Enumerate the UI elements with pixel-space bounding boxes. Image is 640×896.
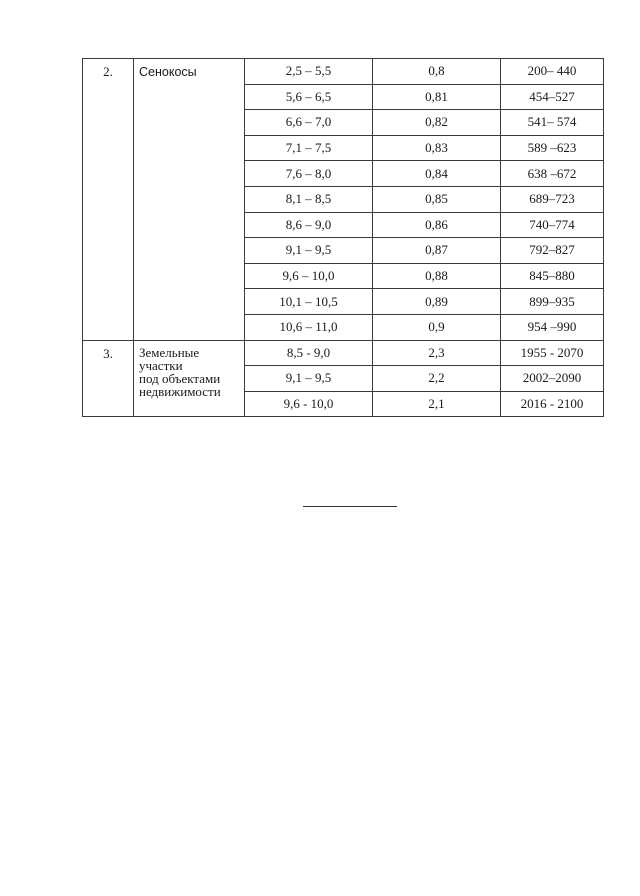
score-range-cell: 7,6 – 8,0	[245, 161, 373, 187]
coefficient-cell: 0,88	[373, 263, 501, 289]
coefficient-cell: 2,1	[373, 391, 501, 417]
coefficient-cell: 0,87	[373, 238, 501, 264]
score-range-cell: 7,1 – 7,5	[245, 135, 373, 161]
score-range-cell: 9,1 – 9,5	[245, 366, 373, 392]
coefficient-cell: 0,89	[373, 289, 501, 315]
coefficient-cell: 0,81	[373, 84, 501, 110]
land-type-name: Сенокосы	[134, 59, 245, 341]
coefficient-cell: 0,83	[373, 135, 501, 161]
score-range-cell: 8,1 – 8,5	[245, 186, 373, 212]
score-range-cell: 8,6 – 9,0	[245, 212, 373, 238]
end-rule	[303, 506, 397, 507]
value-range-cell: 792–827	[501, 238, 604, 264]
table-row	[83, 340, 604, 366]
score-range-cell: 6,6 – 7,0	[245, 110, 373, 136]
land-type-name-line: недвижимости	[139, 383, 221, 399]
land-type-name	[134, 340, 245, 417]
score-range-cell: 2,5 – 5,5	[245, 59, 373, 85]
coefficient-cell: 0,86	[373, 212, 501, 238]
coefficient-cell: 0,84	[373, 161, 501, 187]
land-type-name-line: под объектами	[139, 370, 221, 386]
rates-table	[82, 58, 604, 417]
coefficient-cell: 2,2	[373, 366, 501, 392]
value-range-cell: 954 –990	[501, 314, 604, 340]
value-range-cell: 200– 440	[501, 59, 604, 85]
coefficient-cell: 0,82	[373, 110, 501, 136]
value-range-cell: 2016 - 2100	[501, 391, 604, 417]
score-range-cell: 5,6 – 6,5	[245, 84, 373, 110]
coefficient-cell: 0,85	[373, 186, 501, 212]
score-range-cell: 10,6 – 11,0	[245, 314, 373, 340]
value-range-cell: 689–723	[501, 186, 604, 212]
land-type-name-line: участки	[139, 357, 183, 373]
value-range-cell: 638 –672	[501, 161, 604, 187]
coefficient-cell: 0,9	[373, 314, 501, 340]
land-type-name-line: Земельные	[139, 344, 200, 360]
table-row	[83, 59, 604, 85]
value-range-cell: 541– 574	[501, 110, 604, 136]
value-range-cell: 899–935	[501, 289, 604, 315]
score-range-cell: 8,5 - 9,0	[245, 340, 373, 366]
value-range-cell: 845–880	[501, 263, 604, 289]
coefficient-cell: 0,8	[373, 59, 501, 85]
section-number: 3.	[83, 340, 134, 417]
value-range-cell: 2002–2090	[501, 366, 604, 392]
value-range-cell: 589 –623	[501, 135, 604, 161]
value-range-cell: 740–774	[501, 212, 604, 238]
score-range-cell: 9,6 – 10,0	[245, 263, 373, 289]
value-range-cell: 1955 - 2070	[501, 340, 604, 366]
section-number: 2.	[83, 59, 134, 341]
score-range-cell: 9,1 – 9,5	[245, 238, 373, 264]
coefficient-cell: 2,3	[373, 340, 501, 366]
rates-table-body	[83, 59, 604, 417]
score-range-cell: 9,6 - 10,0	[245, 391, 373, 417]
score-range-cell: 10,1 – 10,5	[245, 289, 373, 315]
value-range-cell: 454–527	[501, 84, 604, 110]
